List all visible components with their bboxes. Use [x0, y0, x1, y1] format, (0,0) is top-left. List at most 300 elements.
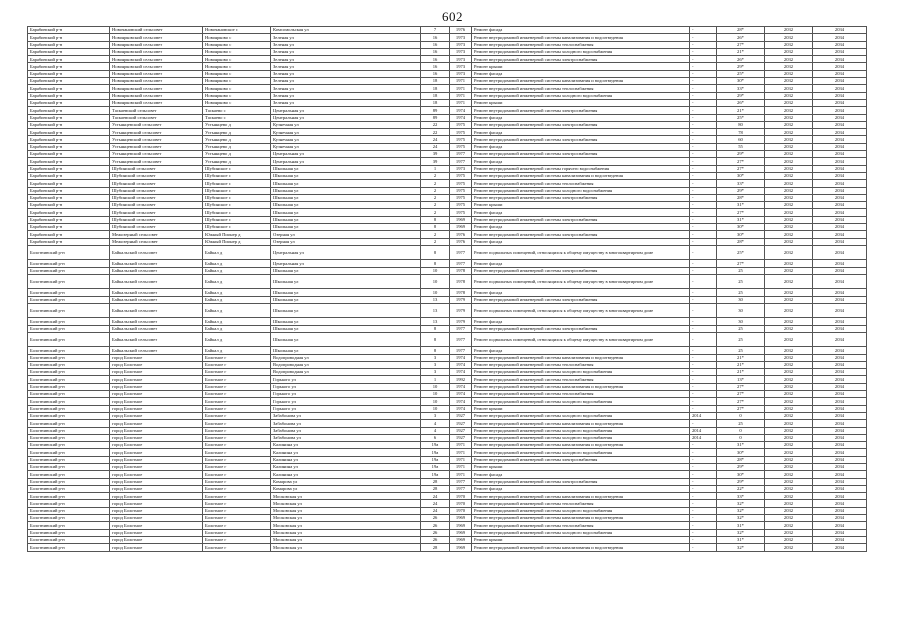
cost-cell: 26*: [717, 34, 765, 41]
district-cell: Болотнинский р-н: [28, 420, 110, 427]
table-body: [28, 27, 867, 552]
plan-end-cell: 2034: [813, 194, 867, 201]
district-cell: Болотнинский р-н: [28, 296, 110, 303]
municipality-cell: Новоярковский сельсовет: [110, 78, 203, 85]
locality-cell: Устьянцево д: [203, 158, 271, 165]
municipality-cell: Устьянцевский сельсовет: [110, 158, 203, 165]
build-year-cell: 1975: [450, 121, 472, 128]
plan-end-cell: 2034: [813, 63, 867, 70]
municipality-cell: Байкальский сельсовет: [110, 303, 203, 317]
cost-cell: 80: [717, 121, 765, 128]
cost-cell: 26*: [717, 99, 765, 106]
municipality-cell: Устьянцевский сельсовет: [110, 151, 203, 158]
plan-start-cell: 2032: [765, 347, 813, 354]
street-cell: Московская ул: [271, 515, 421, 522]
street-cell: Зеленая ул: [271, 99, 421, 106]
completed-year-cell: -: [690, 456, 717, 463]
district-cell: Барабинский р-н: [28, 209, 110, 216]
table-row: [28, 56, 867, 63]
build-year-cell: 1973: [450, 41, 472, 48]
plan-end-cell: 2034: [813, 361, 867, 368]
municipality-cell: город Болотное: [110, 515, 203, 522]
plan-end-cell: 2034: [813, 471, 867, 478]
build-year-cell: 1977: [450, 260, 472, 267]
locality-cell: Новоярково с: [203, 85, 271, 92]
cost-cell: 25: [717, 420, 765, 427]
plan-end-cell: 2034: [813, 172, 867, 179]
build-year-cell: 1975: [450, 143, 472, 150]
completed-year-cell: -: [690, 209, 717, 216]
district-cell: Болотнинский р-н: [28, 493, 110, 500]
work-type-cell: Ремонт внутридомовой инженерной системы теплоснабжения: [472, 391, 690, 398]
house-number-cell: 24: [421, 143, 450, 150]
plan-start-cell: 2032: [765, 216, 813, 223]
cost-cell: 21*: [717, 354, 765, 361]
house-number-cell: 26: [421, 529, 450, 536]
completed-year-cell: -: [690, 449, 717, 456]
plan-end-cell: 2034: [813, 85, 867, 92]
district-cell: Болотнинский р-н: [28, 289, 110, 296]
district-cell: Барабинский р-н: [28, 231, 110, 238]
build-year-cell: 1973: [450, 34, 472, 41]
table-row: [28, 507, 867, 514]
municipality-cell: Устьянцевский сельсовет: [110, 129, 203, 136]
table-row: [28, 383, 867, 390]
municipality-cell: Шубинский сельсовет: [110, 216, 203, 223]
completed-year-cell: -: [690, 289, 717, 296]
plan-start-cell: 2032: [765, 129, 813, 136]
street-cell: Комарова ул: [271, 485, 421, 492]
plan-start-cell: 2032: [765, 187, 813, 194]
cost-cell: 30: [717, 318, 765, 325]
completed-year-cell: -: [690, 180, 717, 187]
municipality-cell: город Болотное: [110, 420, 203, 427]
district-cell: Болотнинский р-н: [28, 361, 110, 368]
cost-cell: 21*: [717, 48, 765, 55]
work-type-cell: Ремонт внутридомовой инженерной системы канализования и водоотведения: [472, 544, 690, 551]
locality-cell: Болотное г: [203, 369, 271, 376]
plan-start-cell: 2032: [765, 325, 813, 332]
street-cell: Центральная ул: [271, 260, 421, 267]
district-cell: Барабинский р-н: [28, 107, 110, 114]
cost-cell: 33*: [717, 180, 765, 187]
street-cell: Горького ул: [271, 398, 421, 405]
municipality-cell: Новоярковский сельсовет: [110, 56, 203, 63]
locality-cell: Болотное г: [203, 391, 271, 398]
municipality-cell: город Болотное: [110, 500, 203, 507]
cost-cell: 32*: [717, 529, 765, 536]
table-row: [28, 485, 867, 492]
work-type-cell: Ремонт внутридомовой инженерной системы холодного водоснабжения: [472, 369, 690, 376]
plan-start-cell: 2032: [765, 158, 813, 165]
build-year-cell: 1973: [450, 63, 472, 70]
street-cell: Кузнечная ул: [271, 121, 421, 128]
plan-start-cell: 2032: [765, 420, 813, 427]
work-type-cell: Ремонт внутридомовой инженерной системы холодного водоснабжения: [472, 449, 690, 456]
plan-end-cell: 2034: [813, 70, 867, 77]
cost-cell: 25*: [717, 70, 765, 77]
plan-start-cell: 2032: [765, 442, 813, 449]
municipality-cell: Байкальский сельсовет: [110, 325, 203, 332]
house-number-cell: 19а: [421, 442, 450, 449]
house-number-cell: 89: [421, 107, 450, 114]
locality-cell: Болотное г: [203, 507, 271, 514]
cost-cell: 29*: [717, 464, 765, 471]
plan-start-cell: 2032: [765, 507, 813, 514]
locality-cell: Устьянцево д: [203, 143, 271, 150]
street-cell: Школьная ул: [271, 296, 421, 303]
cost-cell: 33*: [717, 493, 765, 500]
plan-start-cell: 2032: [765, 478, 813, 485]
locality-cell: Таскаево с: [203, 107, 271, 114]
build-year-cell: 1974: [450, 391, 472, 398]
completed-year-cell: -: [690, 471, 717, 478]
build-year-cell: 1969: [450, 515, 472, 522]
work-type-cell: Ремонт внутридомовой инженерной системы холодного водоснабжения: [472, 434, 690, 441]
plan-end-cell: 2034: [813, 267, 867, 274]
table-row: [28, 325, 867, 332]
municipality-cell: Байкальский сельсовет: [110, 260, 203, 267]
locality-cell: Южный Пионер д: [203, 238, 271, 245]
district-cell: Барабинский р-н: [28, 41, 110, 48]
locality-cell: Болотное г: [203, 442, 271, 449]
house-number-cell: 13: [421, 303, 450, 317]
locality-cell: Устьянцево д: [203, 136, 271, 143]
work-type-cell: Ремонт внутридомовой инженерной системы теплоснабжения: [472, 361, 690, 368]
street-cell: Школьная ул: [271, 209, 421, 216]
plan-end-cell: 2034: [813, 202, 867, 209]
work-type-cell: Ремонт внутридомовой инженерной системы горячего водоснабжения: [472, 165, 690, 172]
plan-start-cell: 2032: [765, 536, 813, 543]
table-row: [28, 224, 867, 231]
district-cell: Болотнинский р-н: [28, 427, 110, 434]
district-cell: Барабинский р-н: [28, 194, 110, 201]
plan-end-cell: 2034: [813, 129, 867, 136]
cost-cell: 31*: [717, 536, 765, 543]
work-type-cell: Ремонт внутридомовой инженерной системы холодного водоснабжения: [472, 48, 690, 55]
plan-end-cell: 2034: [813, 99, 867, 106]
plan-end-cell: 2034: [813, 187, 867, 194]
table-row: [28, 216, 867, 223]
plan-end-cell: 2034: [813, 456, 867, 463]
district-cell: Болотнинский р-н: [28, 354, 110, 361]
municipality-cell: Устьянцевский сельсовет: [110, 143, 203, 150]
district-cell: Болотнинский р-н: [28, 456, 110, 463]
house-number-cell: 3: [421, 412, 450, 419]
plan-end-cell: 2034: [813, 464, 867, 471]
build-year-cell: 1927: [450, 412, 472, 419]
house-number-cell: 16: [421, 34, 450, 41]
house-number-cell: 22: [421, 121, 450, 128]
district-cell: Болотнинский р-н: [28, 507, 110, 514]
house-number-cell: 13: [421, 296, 450, 303]
build-year-cell: 1969: [450, 522, 472, 529]
build-year-cell: 1977: [450, 332, 472, 346]
locality-cell: Болотное г: [203, 398, 271, 405]
plan-start-cell: 2032: [765, 456, 813, 463]
completed-year-cell: -: [690, 202, 717, 209]
plan-start-cell: 2032: [765, 522, 813, 529]
house-number-cell: 1: [421, 165, 450, 172]
plan-end-cell: 2034: [813, 224, 867, 231]
locality-cell: Байкал д: [203, 347, 271, 354]
district-cell: Барабинский р-н: [28, 158, 110, 165]
street-cell: Центральная ул: [271, 114, 421, 121]
plan-end-cell: 2034: [813, 536, 867, 543]
municipality-cell: город Болотное: [110, 369, 203, 376]
table-row: [28, 391, 867, 398]
plan-start-cell: 2032: [765, 267, 813, 274]
plan-start-cell: 2032: [765, 56, 813, 63]
plan-start-cell: 2032: [765, 274, 813, 288]
plan-end-cell: 2034: [813, 209, 867, 216]
district-cell: Барабинский р-н: [28, 172, 110, 179]
plan-end-cell: 2034: [813, 289, 867, 296]
cost-cell: 25: [717, 274, 765, 288]
plan-end-cell: 2034: [813, 318, 867, 325]
district-cell: Болотнинский р-н: [28, 405, 110, 412]
municipality-cell: город Болотное: [110, 449, 203, 456]
completed-year-cell: -: [690, 143, 717, 150]
locality-cell: Байкал д: [203, 289, 271, 296]
street-cell: Московская ул: [271, 493, 421, 500]
locality-cell: Болотное г: [203, 478, 271, 485]
build-year-cell: 1977: [450, 245, 472, 259]
municipality-cell: город Болотное: [110, 507, 203, 514]
completed-year-cell: -: [690, 442, 717, 449]
plan-end-cell: 2034: [813, 412, 867, 419]
district-cell: Болотнинский р-н: [28, 478, 110, 485]
cost-cell: 13*: [717, 376, 765, 383]
build-year-cell: 1975: [450, 136, 472, 143]
street-cell: Зеленая ул: [271, 70, 421, 77]
work-type-cell: Ремонт внутридомовой инженерной системы канализования и водоотведения: [472, 354, 690, 361]
plan-end-cell: 2034: [813, 114, 867, 121]
completed-year-cell: -: [690, 332, 717, 346]
locality-cell: Байкал д: [203, 245, 271, 259]
locality-cell: Болотное г: [203, 522, 271, 529]
completed-year-cell: -: [690, 34, 717, 41]
plan-start-cell: 2032: [765, 63, 813, 70]
house-number-cell: 24: [421, 493, 450, 500]
table-row: [28, 398, 867, 405]
build-year-cell: 1927: [450, 427, 472, 434]
locality-cell: Болотное г: [203, 515, 271, 522]
plan-end-cell: 2034: [813, 260, 867, 267]
plan-start-cell: 2032: [765, 493, 813, 500]
house-number-cell: 28: [421, 544, 450, 551]
build-year-cell: 1975: [450, 187, 472, 194]
work-type-cell: Ремонт фасада: [472, 209, 690, 216]
table-row: [28, 361, 867, 368]
plan-end-cell: 2034: [813, 427, 867, 434]
build-year-cell: 1979: [450, 296, 472, 303]
table-row: [28, 544, 867, 551]
plan-start-cell: 2032: [765, 231, 813, 238]
plan-end-cell: 2034: [813, 231, 867, 238]
plan-start-cell: 2032: [765, 48, 813, 55]
cost-cell: 31*: [717, 442, 765, 449]
district-cell: Барабинский р-н: [28, 99, 110, 106]
plan-start-cell: 2032: [765, 99, 813, 106]
work-type-cell: Ремонт внутридомовой инженерной системы электроснабжения: [472, 478, 690, 485]
street-cell: Московская ул: [271, 507, 421, 514]
municipality-cell: Байкальский сельсовет: [110, 267, 203, 274]
municipality-cell: Шубинский сельсовет: [110, 172, 203, 179]
street-cell: Зеленая ул: [271, 63, 421, 70]
house-number-cell: 2: [421, 238, 450, 245]
street-cell: Кузнечная ул: [271, 143, 421, 150]
cost-cell: 28*: [717, 194, 765, 201]
table-row: [28, 464, 867, 471]
completed-year-cell: -: [690, 347, 717, 354]
municipality-cell: город Болотное: [110, 383, 203, 390]
work-type-cell: Ремонт фасада: [472, 347, 690, 354]
locality-cell: Шубинское с: [203, 180, 271, 187]
plan-end-cell: 2034: [813, 493, 867, 500]
completed-year-cell: -: [690, 369, 717, 376]
completed-year-cell: -: [690, 260, 717, 267]
completed-year-cell: -: [690, 500, 717, 507]
municipality-cell: город Болотное: [110, 478, 203, 485]
house-number-cell: 3: [421, 369, 450, 376]
plan-start-cell: 2032: [765, 78, 813, 85]
municipality-cell: Межозерный сельсовет: [110, 238, 203, 245]
cost-cell: 29*: [717, 63, 765, 70]
work-type-cell: Ремонт внутридомовой инженерной системы электроснабжения: [472, 56, 690, 63]
build-year-cell: 1974: [450, 369, 472, 376]
district-cell: Барабинский р-н: [28, 202, 110, 209]
table-row: [28, 493, 867, 500]
work-type-cell: Ремонт фасада: [472, 224, 690, 231]
plan-start-cell: 2032: [765, 209, 813, 216]
house-number-cell: 18: [421, 92, 450, 99]
municipality-cell: Новоярковский сельсовет: [110, 48, 203, 55]
municipality-cell: Шубинский сельсовет: [110, 209, 203, 216]
street-cell: Водопроводная ул: [271, 354, 421, 361]
build-year-cell: 1969: [450, 216, 472, 223]
build-year-cell: 1975: [450, 202, 472, 209]
plan-end-cell: 2034: [813, 485, 867, 492]
build-year-cell: 1979: [450, 318, 472, 325]
municipality-cell: Байкальский сельсовет: [110, 332, 203, 346]
plan-end-cell: 2034: [813, 216, 867, 223]
locality-cell: Новочановское с: [203, 27, 271, 34]
municipality-cell: город Болотное: [110, 536, 203, 543]
district-cell: Барабинский р-н: [28, 34, 110, 41]
table-row: [28, 318, 867, 325]
locality-cell: Шубинское с: [203, 172, 271, 179]
work-type-cell: Ремонт внутридомовой инженерной системы теплоснабжения: [472, 500, 690, 507]
work-type-cell: Ремонт фасада: [472, 471, 690, 478]
plan-start-cell: 2032: [765, 238, 813, 245]
work-type-cell: Ремонт внутридомовой инженерной системы канализования и водоотведения: [472, 34, 690, 41]
cost-cell: 29*: [717, 92, 765, 99]
municipality-cell: город Болотное: [110, 493, 203, 500]
plan-start-cell: 2032: [765, 376, 813, 383]
street-cell: Водопроводная ул: [271, 369, 421, 376]
cost-cell: 30*: [717, 78, 765, 85]
build-year-cell: 1976: [450, 27, 472, 34]
locality-cell: Новоярково с: [203, 56, 271, 63]
table-row: [28, 434, 867, 441]
completed-year-cell: -: [690, 515, 717, 522]
locality-cell: Шубинское с: [203, 202, 271, 209]
table-row: [28, 194, 867, 201]
table-row: [28, 34, 867, 41]
cost-cell: 0: [717, 427, 765, 434]
cost-cell: 27*: [717, 158, 765, 165]
house-number-cell: 18: [421, 78, 450, 85]
cost-cell: 78: [717, 129, 765, 136]
table-row: [28, 412, 867, 419]
work-type-cell: Ремонт фасада: [472, 238, 690, 245]
house-number-cell: 8: [421, 347, 450, 354]
completed-year-cell: -: [690, 325, 717, 332]
work-type-cell: Ремонт внутридомовой инженерной системы электроснабжения: [472, 136, 690, 143]
plan-start-cell: 2032: [765, 245, 813, 259]
locality-cell: Шубинское с: [203, 209, 271, 216]
district-cell: Барабинский р-н: [28, 27, 110, 34]
house-number-cell: 8: [421, 325, 450, 332]
work-type-cell: Ремонт внутридомовой инженерной системы электроснабжения: [472, 121, 690, 128]
municipality-cell: Байкальский сельсовет: [110, 318, 203, 325]
table-row: [28, 522, 867, 529]
completed-year-cell: -: [690, 151, 717, 158]
district-cell: Барабинский р-н: [28, 136, 110, 143]
plan-end-cell: 2034: [813, 544, 867, 551]
plan-start-cell: 2032: [765, 224, 813, 231]
plan-start-cell: 2032: [765, 165, 813, 172]
completed-year-cell: -: [690, 529, 717, 536]
plan-end-cell: 2034: [813, 158, 867, 165]
plan-end-cell: 2034: [813, 354, 867, 361]
plan-end-cell: 2034: [813, 136, 867, 143]
work-type-cell: Ремонт внутридомовой инженерной системы электроснабжения: [472, 107, 690, 114]
work-type-cell: Ремонт внутридомовой инженерной системы электроснабжения: [472, 456, 690, 463]
street-cell: Школьная ул: [271, 318, 421, 325]
municipality-cell: город Болотное: [110, 361, 203, 368]
build-year-cell: 1977: [450, 485, 472, 492]
cost-cell: 28*: [717, 27, 765, 34]
completed-year-cell: -: [690, 274, 717, 288]
table-row: [28, 129, 867, 136]
build-year-cell: 1974: [450, 398, 472, 405]
house-number-cell: 4: [421, 420, 450, 427]
district-cell: Барабинский р-н: [28, 114, 110, 121]
table-row: [28, 180, 867, 187]
plan-end-cell: 2034: [813, 529, 867, 536]
work-type-cell: Ремонт внутридомовой инженерной системы холодного водоснабжения: [472, 187, 690, 194]
completed-year-cell: -: [690, 296, 717, 303]
table-row: [28, 303, 867, 317]
work-type-cell: Ремонт подвальных помещений, относящихся к общему имуществу в многоквартирном доме: [472, 245, 690, 259]
plan-end-cell: 2034: [813, 296, 867, 303]
completed-year-cell: -: [690, 224, 717, 231]
table-row: [28, 332, 867, 346]
district-cell: Барабинский р-н: [28, 143, 110, 150]
cost-cell: 28*: [717, 238, 765, 245]
work-type-cell: Ремонт крыши: [472, 464, 690, 471]
table-row: [28, 369, 867, 376]
completed-year-cell: -: [690, 238, 717, 245]
house-number-cell: 16: [421, 48, 450, 55]
work-type-cell: Ремонт внутридомовой инженерной системы холодного водоснабжения: [472, 529, 690, 536]
build-year-cell: 1979: [450, 303, 472, 317]
work-type-cell: Ремонт внутридомовой инженерной системы теплоснабжения: [472, 41, 690, 48]
build-year-cell: 1969: [450, 544, 472, 551]
completed-year-cell: -: [690, 63, 717, 70]
